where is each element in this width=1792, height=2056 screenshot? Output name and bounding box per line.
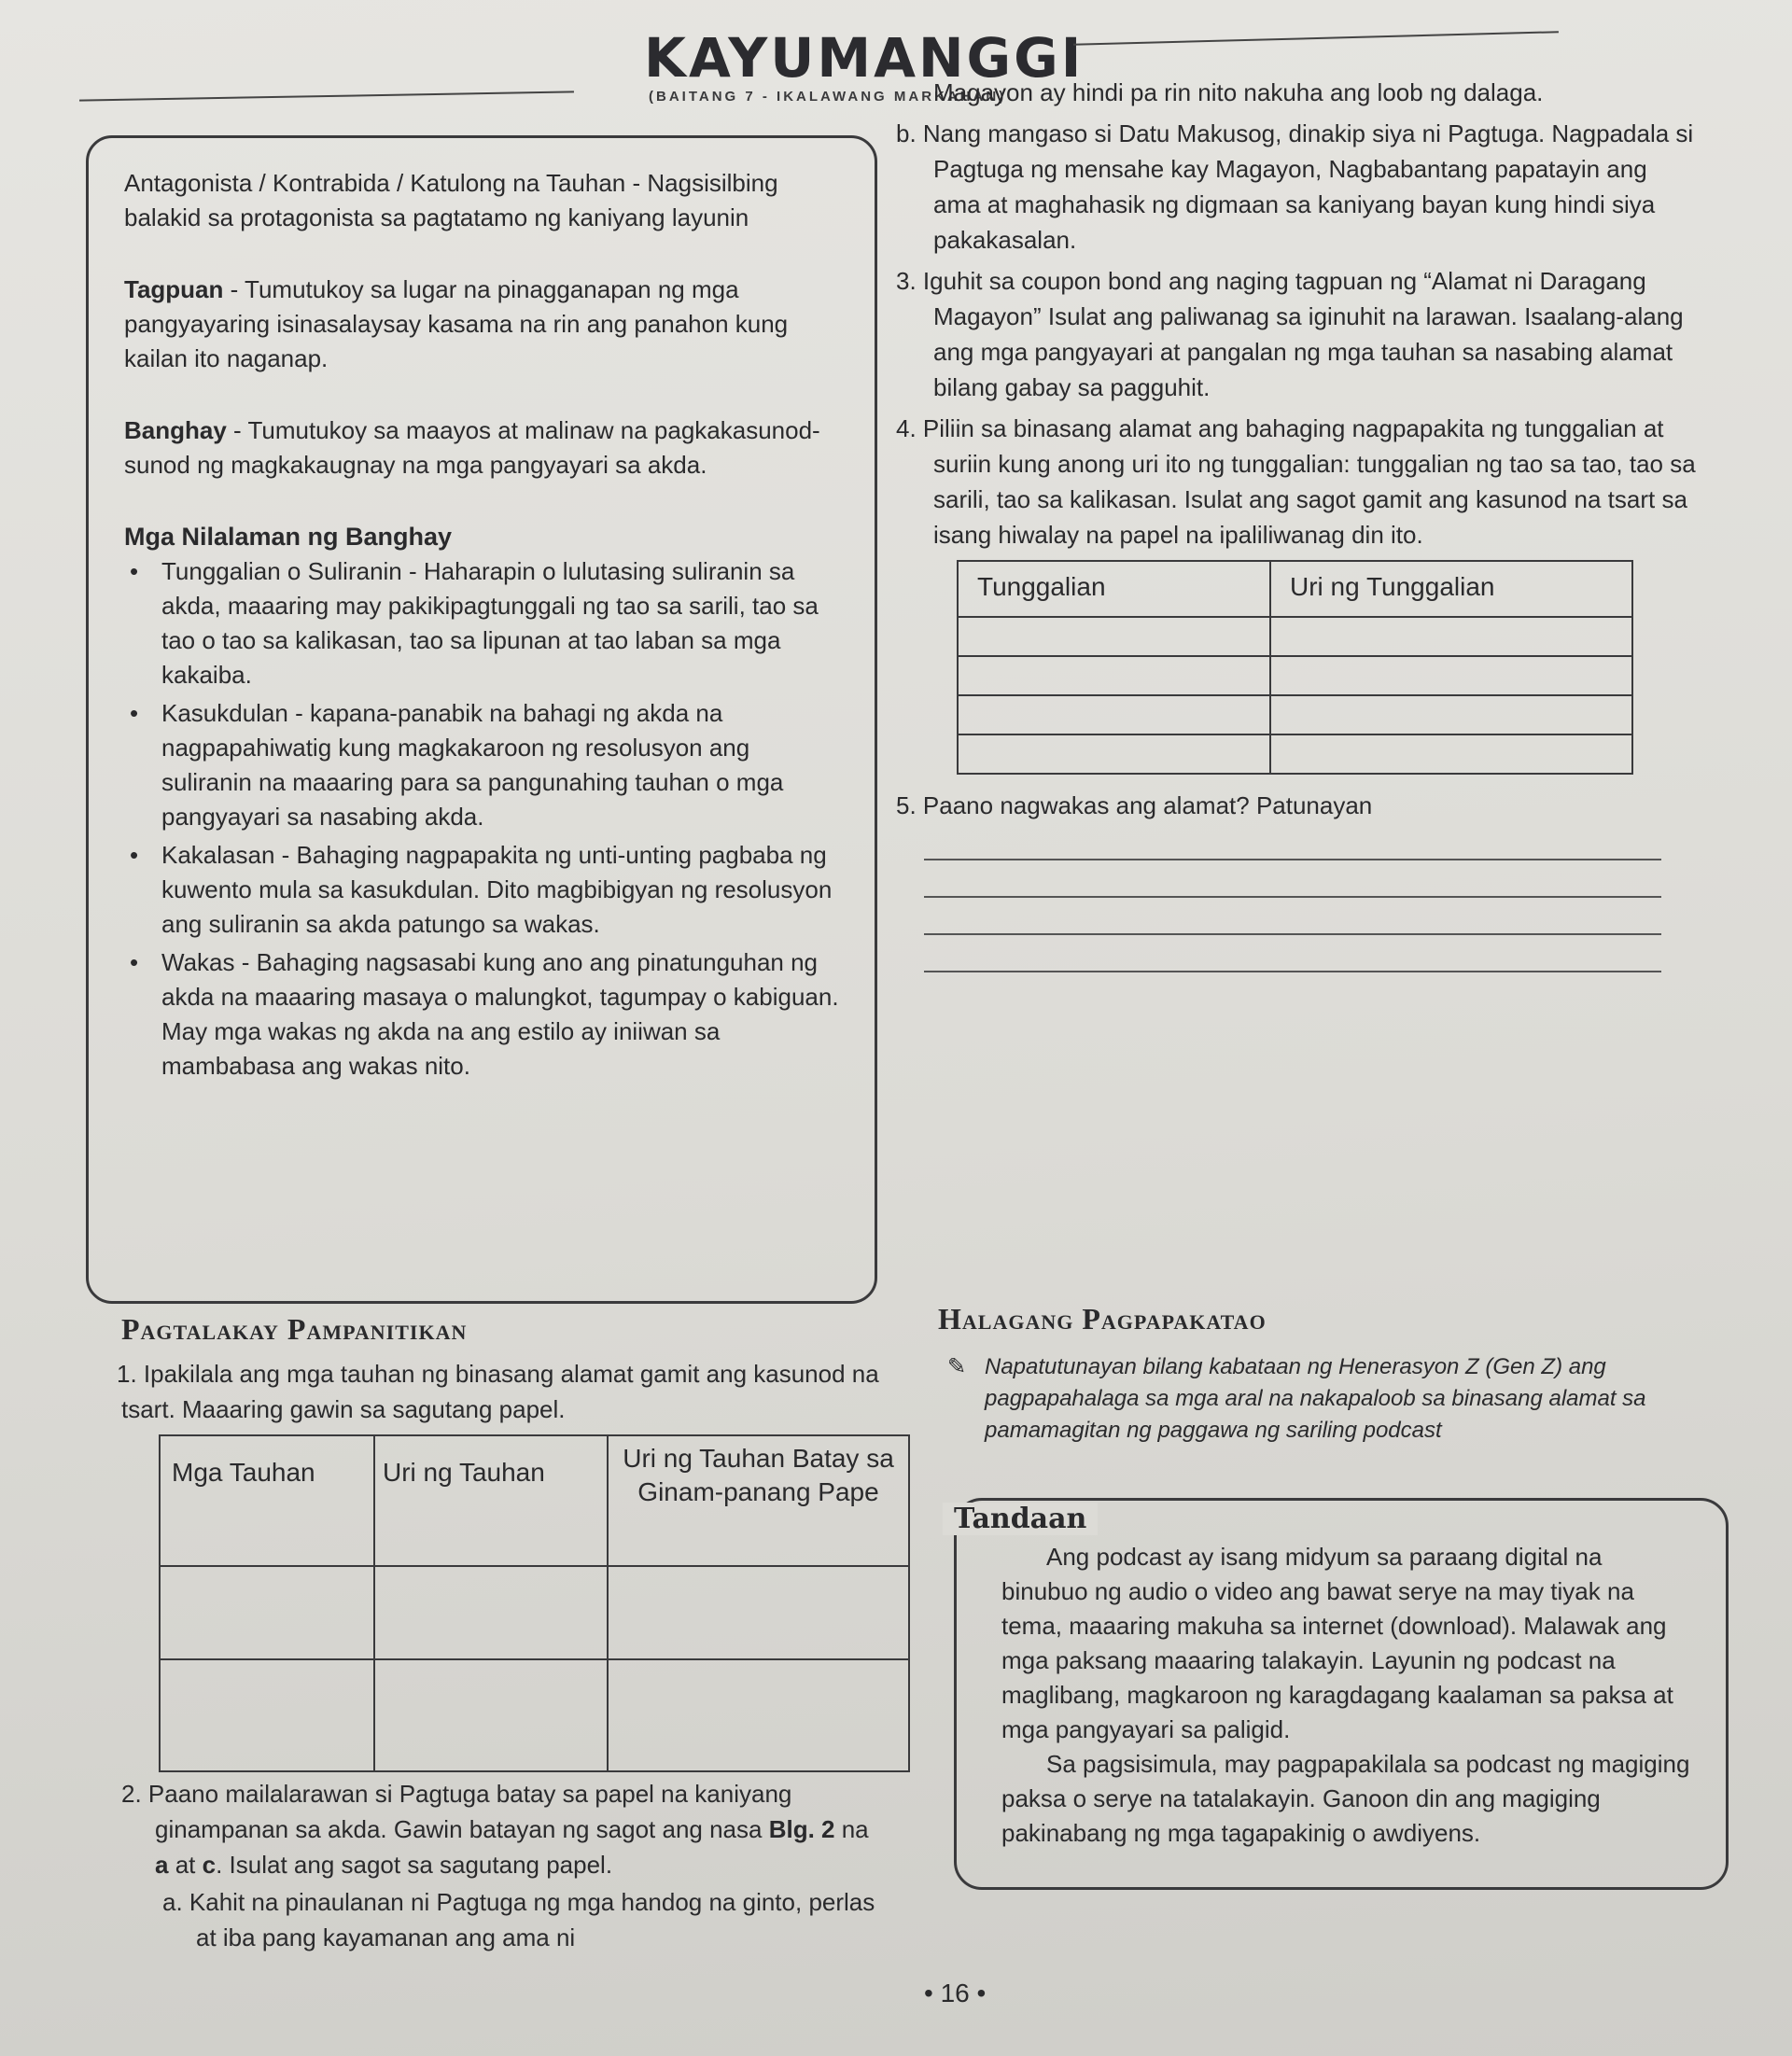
tandaan-box: [954, 1498, 1729, 1890]
page-subtitle: (BAITANG 7 - IKALAWANG MARKAHAN): [649, 89, 1007, 105]
tagpuan-text: - Tumutukoy sa lugar na pinagganapan ng mga pangyayaring isinasalaysay kasama na rin ang panahon kung kailan ito naganap.: [124, 275, 789, 372]
pagtalakay-item-1: 1. Ipakilala ang mga tauhan ng binasang alamat gamit ang kasunod na tsart. Maaaring gawin sa sagutang papel.: [117, 1360, 879, 1423]
tagpuan-term: Tagpuan: [124, 275, 224, 303]
table-cell[interactable]: [374, 1659, 608, 1771]
table-cell[interactable]: [1270, 695, 1632, 734]
pagtalakay-item-2: [121, 1776, 887, 1882]
page-number: • 16 •: [924, 1979, 987, 2007]
list-item: • Wakas - Bahaging nagsasabi kung ano ang pinatunguhan ng akda na maaaring masaya o malungkot, tagumpay o kabiguan. May mga wakas ng akda na ang estilo ay iniiwan sa mambabasa ang wakas nito.: [124, 945, 841, 1084]
item-2-and: at: [168, 1851, 203, 1879]
banghay-parts-list: [124, 554, 841, 1084]
table-header: Uri ng Tauhan Batay sa Ginam-panang Pape: [608, 1435, 909, 1566]
answer-line[interactable]: [924, 935, 1661, 972]
list-item: • Kakalasan - Bahaging nagpapakita ng unti-unting pagbaba ng kuwento mula sa kasukdulan. Dito magbibigyan ng resolusyon ang suliranin sa akda patungo sa wakas.: [124, 838, 841, 942]
tauhan-table: [159, 1434, 910, 1772]
answer-line[interactable]: [924, 860, 1661, 898]
item-b: b. Nang mangaso si Datu Makusog, dinakip siya ni Pagtuga. Nagpadala si Pagtuga ng mensahe kay Magayon, Nagbabantang papatayin ang ama at maghahasik ng digmaan sa kaniyang bayan kung hindi siya pakakasalan.: [896, 119, 1694, 254]
item-a-continuation: Magayon ay hindi pa rin nito nakuha ang loob ng dalaga.: [933, 78, 1544, 106]
item-3: 3. Iguhit sa coupon bond ang naging tagpuan ng “Alamat ni Daragang Magayon” Isulat ang paliwanag sa iginuhit na larawan. Isaalang-alang ang mga pangyayari at pangalan ng mga tauhan sa nasabing alamat bilang gabay sa pagguhit.: [896, 267, 1684, 401]
item-2-end: . Isulat ang sagot sa sagutang papel.: [216, 1851, 613, 1879]
nilalaman-heading: Mga Nilalaman ng Banghay: [124, 523, 453, 551]
table-header: Mga Tauhan: [160, 1435, 374, 1566]
list-item: • Kasukdulan - kapana-panabik na bahagi ng akda na nagpapahiwatig kung magkakaroon ng resolusyon ang suliranin na maaaring para sa pangunahing tauhan o mga pangyayari sa nasabing akda.: [124, 696, 841, 834]
pencil-icon: ✎: [947, 1354, 967, 1379]
table-cell[interactable]: [1270, 617, 1632, 656]
tandaan-paragraph-1: Ang podcast ay isang midyum sa paraang digital na binubuo ng audio o video ang bawat serye na may tiyak na tema, maaaring makuha sa internet (download). Malawak ang mga paksang maaaring talakayin. Layunin ng podcast na maglibang, magkaroon ng karagdagang kaalaman sa paksa at mga pangyayari sa paligid.: [1001, 1543, 1673, 1743]
table-cell[interactable]: [160, 1566, 374, 1659]
item-5: 5. Paano nagwakas ang alamat? Patunayan: [896, 791, 1373, 819]
answer-line[interactable]: [924, 898, 1661, 935]
definitions-box: [86, 135, 877, 1304]
pagtalakay-item-a: a. Kahit na pinaulanan ni Pagtuga ng mga handog na ginto, perlas at iba pang kayamanan ang ama ni: [162, 1888, 875, 1951]
table-cell[interactable]: [160, 1659, 374, 1771]
tandaan-paragraph-2: Sa pagsisimula, may pagpapakilala sa podcast ng magiging paksa o serye na tatalakayin. Ganoon din ang magiging pakinabang ng mga tagapakinig o awdiyens.: [1001, 1750, 1690, 1847]
table-header: Uri ng Tunggalian: [1270, 561, 1632, 617]
header-rule-left: [79, 91, 574, 101]
table-cell[interactable]: [958, 695, 1270, 734]
item-2-text: 2. Paano mailalarawan si Pagtuga batay sa papel na kaniyang ginampanan sa akda. Gawin batayan ng sagot ang nasa: [121, 1780, 792, 1843]
table-cell[interactable]: [608, 1659, 909, 1771]
tagpuan-definition: [124, 273, 841, 376]
table-cell[interactable]: [958, 617, 1270, 656]
table-header: Uri ng Tauhan: [374, 1435, 608, 1566]
table-cell[interactable]: [1270, 656, 1632, 695]
pagtalakay-section: [117, 1311, 894, 1955]
halagang-text-wrap: [938, 1351, 1713, 1447]
table-cell[interactable]: [608, 1566, 909, 1659]
item-2-mid: na: [834, 1815, 869, 1843]
table-cell[interactable]: [958, 656, 1270, 695]
item-2-a: a: [155, 1851, 169, 1879]
answer-lines[interactable]: [924, 823, 1661, 972]
table-cell[interactable]: [958, 734, 1270, 774]
item-4: 4. Piliin sa binasang alamat ang bahaging nagpapakita ng tunggalian at suriin kung anong uri ito ng tunggalian: tunggalian ng tao sa tao, tao sa sarili, tao sa kalikasan. Isulat ang sagot gamit ang kasunod na tsart sa isang hiwalay na papel na ipaliliwanag din ito.: [896, 414, 1696, 549]
answer-line[interactable]: [924, 823, 1661, 860]
item-2-c: c: [202, 1851, 217, 1879]
list-item: • Tunggalian o Suliranin - Haharapin o lulutasing suliranin sa akda, maaaring may pakikipagtunggali ng tao sa sarili, tao sa tao o tao sa kalikasan, tao sa lipunan at tao laban sa mga kakaiba.: [124, 554, 841, 692]
banghay-text: - Tumutukoy sa maayos at malinaw na pagkakasunod-sunod ng magkakaugnay na mga pangyayari sa akda.: [124, 416, 820, 479]
banghay-term: Banghay: [124, 416, 227, 444]
antagonista-definition: Antagonista / Kontrabida / Katulong na Tauhan - Nagsisilbing balakid sa protagonista sa pagtatamo ng kaniyang layunin: [124, 169, 778, 231]
halagang-section: [938, 1302, 1713, 1447]
tandaan-label: Tandaan: [943, 1503, 1098, 1535]
pagtalakay-heading: Pagtalakay Pampanitikan: [121, 1312, 468, 1346]
header-rule-right: [1073, 31, 1559, 46]
halagang-text: Napatutunayan bilang kabataan ng Henerasyon Z (Gen Z) ang pagpapahalaga sa mga aral na nakapaloob sa binasang alamat sa pamamagitan ng paggawa ng sariling podcast: [985, 1354, 1646, 1443]
activities-column: [896, 75, 1699, 972]
tunggalian-table: [957, 560, 1633, 775]
banghay-definition: [124, 413, 841, 483]
table-header: Tunggalian: [958, 561, 1270, 617]
halagang-heading: Halagang Pagpapakatao: [938, 1302, 1267, 1336]
page-title: KAYUMANGGI: [644, 26, 1085, 90]
table-cell[interactable]: [374, 1566, 608, 1659]
table-cell[interactable]: [1270, 734, 1632, 774]
item-2-bold: Blg. 2: [768, 1815, 835, 1843]
